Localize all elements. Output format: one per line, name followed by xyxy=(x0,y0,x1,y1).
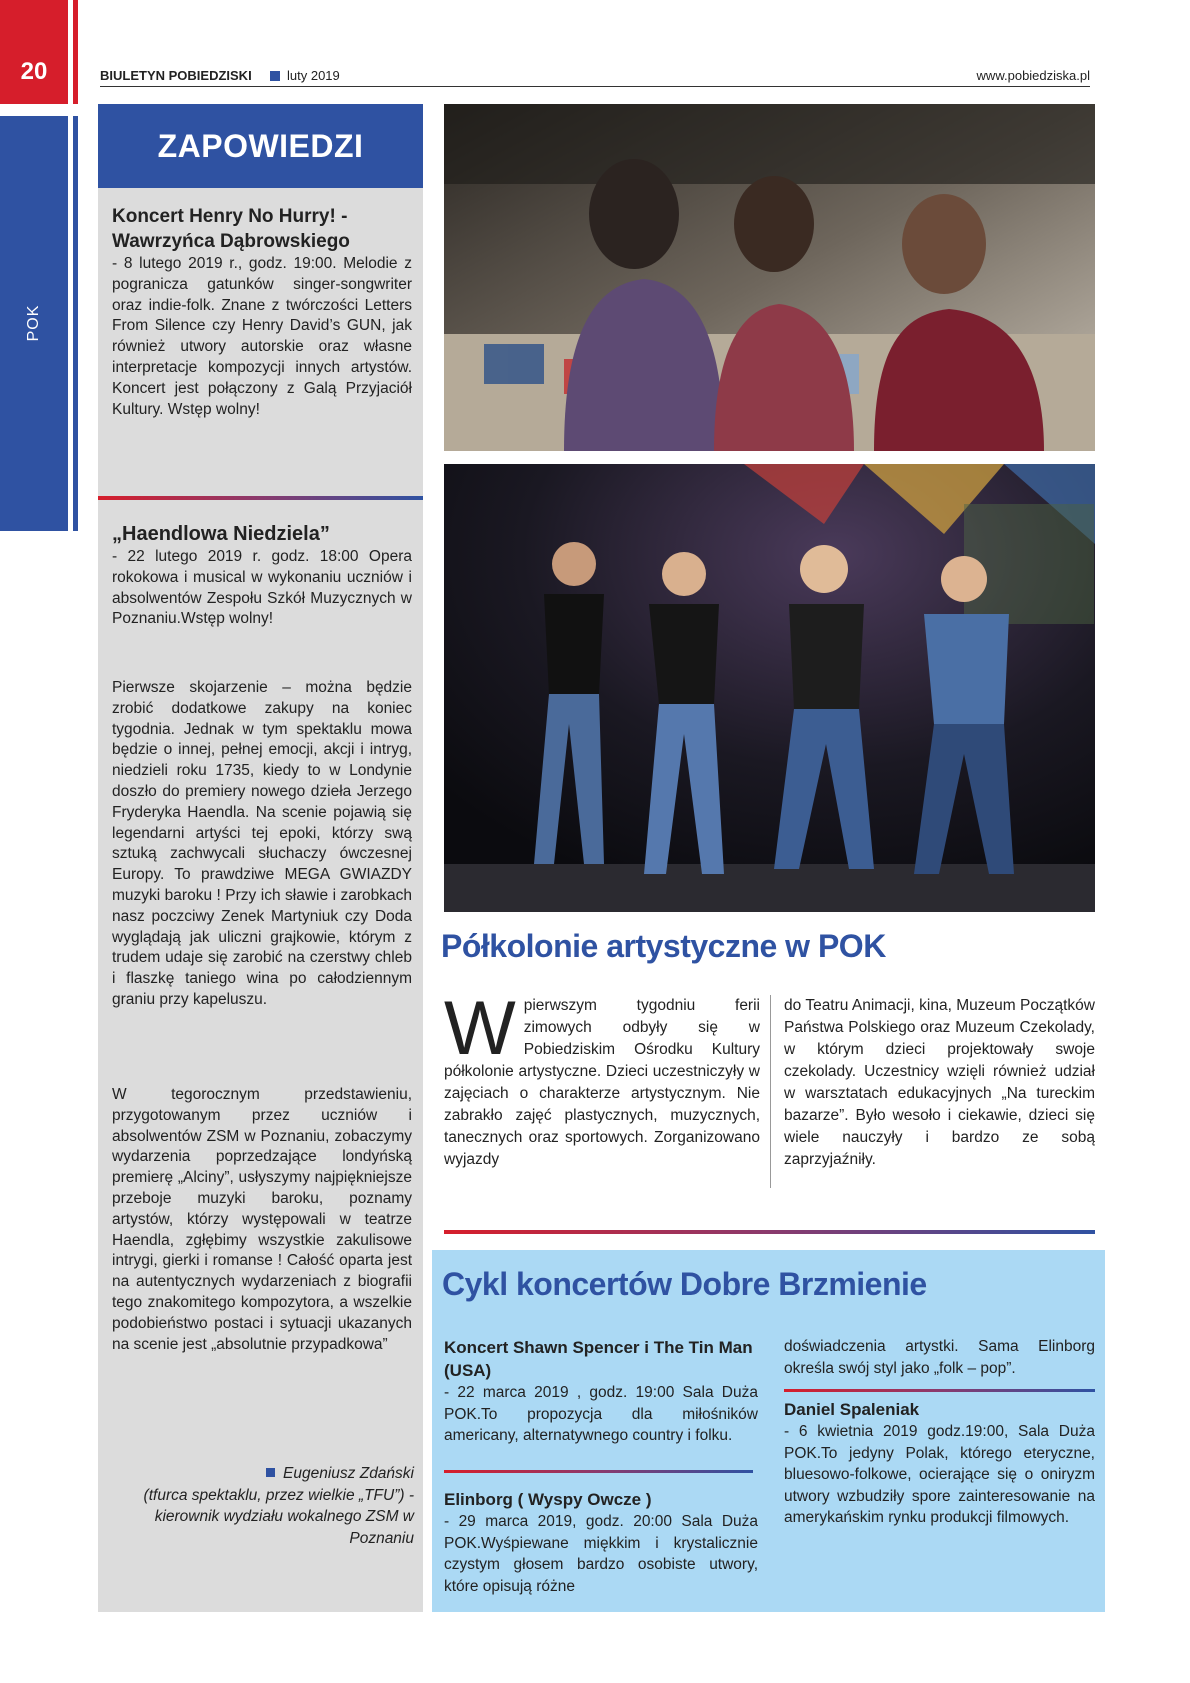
concert-body: - 22 marca 2019 , godz. 19:00 Sala Duża POK.To propozycja dla miłośników americany, alternatywnego country i folku. xyxy=(444,1384,758,1444)
event-body: - 8 lutego 2019 r., godz. 19:00. Melodie z pogranicza gatunków singer-songwriter oraz indie-folk. Znane z twórczości Letters From Silence czy Henry David’s GUN, jak również utwory autorskie oraz własne interpretacje kompozycji innych artystów. Koncert jest połączony z Galą Przyjaciół Kultury. Wstęp wolny! xyxy=(112,255,412,418)
concert-title: Elinborg ( Wyspy Owcze ) xyxy=(444,1490,652,1509)
header-square-icon xyxy=(270,71,280,81)
author-signature xyxy=(112,1463,414,1549)
concert-body: - 6 kwietnia 2019 godz.19:00, Sala Duża POK.To jedyny Polak, którego eteryczne, bluesowo-folkowe, ocierające się o oniryzm utwory wzbudziły spore zainteresowanie na amerykańskim rynku produkcji filmowych. xyxy=(784,1423,1095,1526)
author-square-icon xyxy=(266,1468,275,1477)
dance-photo xyxy=(444,464,1095,912)
blue-accent-line xyxy=(73,116,78,531)
concert-elinborg xyxy=(444,1488,758,1597)
website-link[interactable]: www.pobiedziska.pl xyxy=(976,68,1090,83)
side-tab-label: POK xyxy=(25,304,42,342)
concert-title: Koncert Shawn Spencer i The Tin Man (USA) xyxy=(444,1338,753,1380)
section-title: ZAPOWIEDZI xyxy=(98,104,423,188)
event-description-2: W tegorocznym przedstawieniu, przygotowanym przez uczniów i absolwentów ZSM w Poznaniu, zobaczymy wydarzenia poprzedzające londyńską premierę „Alciny”, usłyszymy najpiękniejsze przeboje muzyki baroku, poznamy artystów, którzy występowali w teatrze Haendla, zgłębimy wszystkie zakulisowe intrygi, gierki i romanse ! Całość oparta jest na autentycznych wydarzeniach z biografii tego znakomitego kompozytora, a wszelkie podobieństwo postaci i sytuacji ukazanych na scenie jest „absolutnie przypadkowa” xyxy=(112,1086,412,1353)
event-body: - 22 lutego 2019 r. godz. 18:00 Opera rokokowa i musical w wykonaniu uczniów i absolwentów Zespołu Szkół Muzycznych w Poznaniu.Wstęp wolny! xyxy=(112,548,412,628)
dance-photo-illustration xyxy=(444,464,1095,912)
issue-date: luty 2019 xyxy=(287,68,340,83)
event-title: „Haendlowa Niedziela” xyxy=(112,523,330,545)
concert-elinborg-continued: doświadczenia artystki. Sama Elinborg określa swój styl jako „folk – pop”. xyxy=(784,1338,1095,1377)
article-title: Półkolonie artystyczne w POK xyxy=(441,928,886,964)
column-divider xyxy=(770,995,771,1188)
concert-divider xyxy=(784,1389,1095,1392)
author-role: (tfurca spektaklu, przez wielkie „TFU”) - kierownik wydziału wokalnego ZSM w Poznaniu xyxy=(143,1486,414,1547)
publication-name: BIULETYN POBIEDZISKI xyxy=(100,68,252,83)
article-divider xyxy=(444,1230,1095,1234)
page-header xyxy=(100,68,1090,86)
author-name: Eugeniusz Zdański xyxy=(283,1465,414,1482)
article-column-1 xyxy=(444,986,760,1171)
concert-shawn-spencer xyxy=(444,1336,758,1447)
workshop-photo xyxy=(444,104,1095,451)
article-text-1: pierwszym tygodniu ferii zimowych odbyły się w Pobiedziskim Ośrodku Kultury półkolonie artystyczne. Dzieci uczestniczyły w zajęciach o charakterze artystycznym. Nie zabrakło zajęć plastycznych, muzycznych, tanecznych oraz sportowych. Zorganizowano wyjazdy xyxy=(444,997,760,1168)
concert-title: Daniel Spaleniak xyxy=(784,1400,920,1419)
section-divider xyxy=(98,496,423,500)
page-number: 20 xyxy=(20,58,48,85)
concert-daniel-spaleniak xyxy=(784,1398,1095,1529)
header-rule xyxy=(100,86,1090,87)
workshop-photo-illustration xyxy=(444,104,1095,451)
event-title: Koncert Henry No Hurry! - Wawrzyńca Dąbrowskiego xyxy=(112,206,350,252)
concert-series-title: Cykl koncertów Dobre Brzmienie xyxy=(442,1266,927,1302)
event-haendlowa-niedziela xyxy=(112,522,412,630)
red-accent-line xyxy=(73,0,78,104)
concert-body: - 29 marca 2019, godz. 20:00 Sala Duża POK.Wyśpiewane miękkim i krystalicznie czystym głosem bardzo osobiste utwory, które opisują różne xyxy=(444,1513,758,1595)
concert-divider xyxy=(444,1470,753,1473)
event-henry-no-hurry xyxy=(112,204,412,420)
drop-cap: W xyxy=(444,986,516,1071)
event-description-1: Pierwsze skojarzenie – można będzie zrobić dodatkowe zakupy na koniec tygodnia. Jednak w tym spektaklu mowa będzie o innej, pełnej emocji, akcji i intryg, niedzieli roku 1735, kiedy to w Londynie doszło do premiery nowego dzieła Jerzego Fryderyka Haendla. Na scenie pojawią się legendarni artyści tej epoki, którzy swą sztuką zachwycali słuchaczy ówczesnej Europy. To prawdziwe MEGA GWIAZDY muzyki baroku ! Przy ich sławie i zarobkach nasz poczciwy Zenek Martyniuk czy Doda wyglądają jak uliczni grajkowie, którym z trudem udaje się zarobić na czerstwy chleb i flaszkę taniego wina po całodziennym graniu przy kapeluszu. xyxy=(112,679,412,1008)
article-column-2: do Teatru Animacji, kina, Muzeum Początków Państwa Polskiego oraz Muzeum Czekolady, w którym dzieci projektowały swoje czekolady. Uczestnicy wzięli również udział w warsztatach edukacyjnych „Na tureckim bazarze”. Było wesoło i ciekawie, dzieci się wiele nauczyły i bardzo ze sobą zaprzyjaźniły. xyxy=(784,997,1095,1168)
page-number-tab xyxy=(0,0,68,104)
